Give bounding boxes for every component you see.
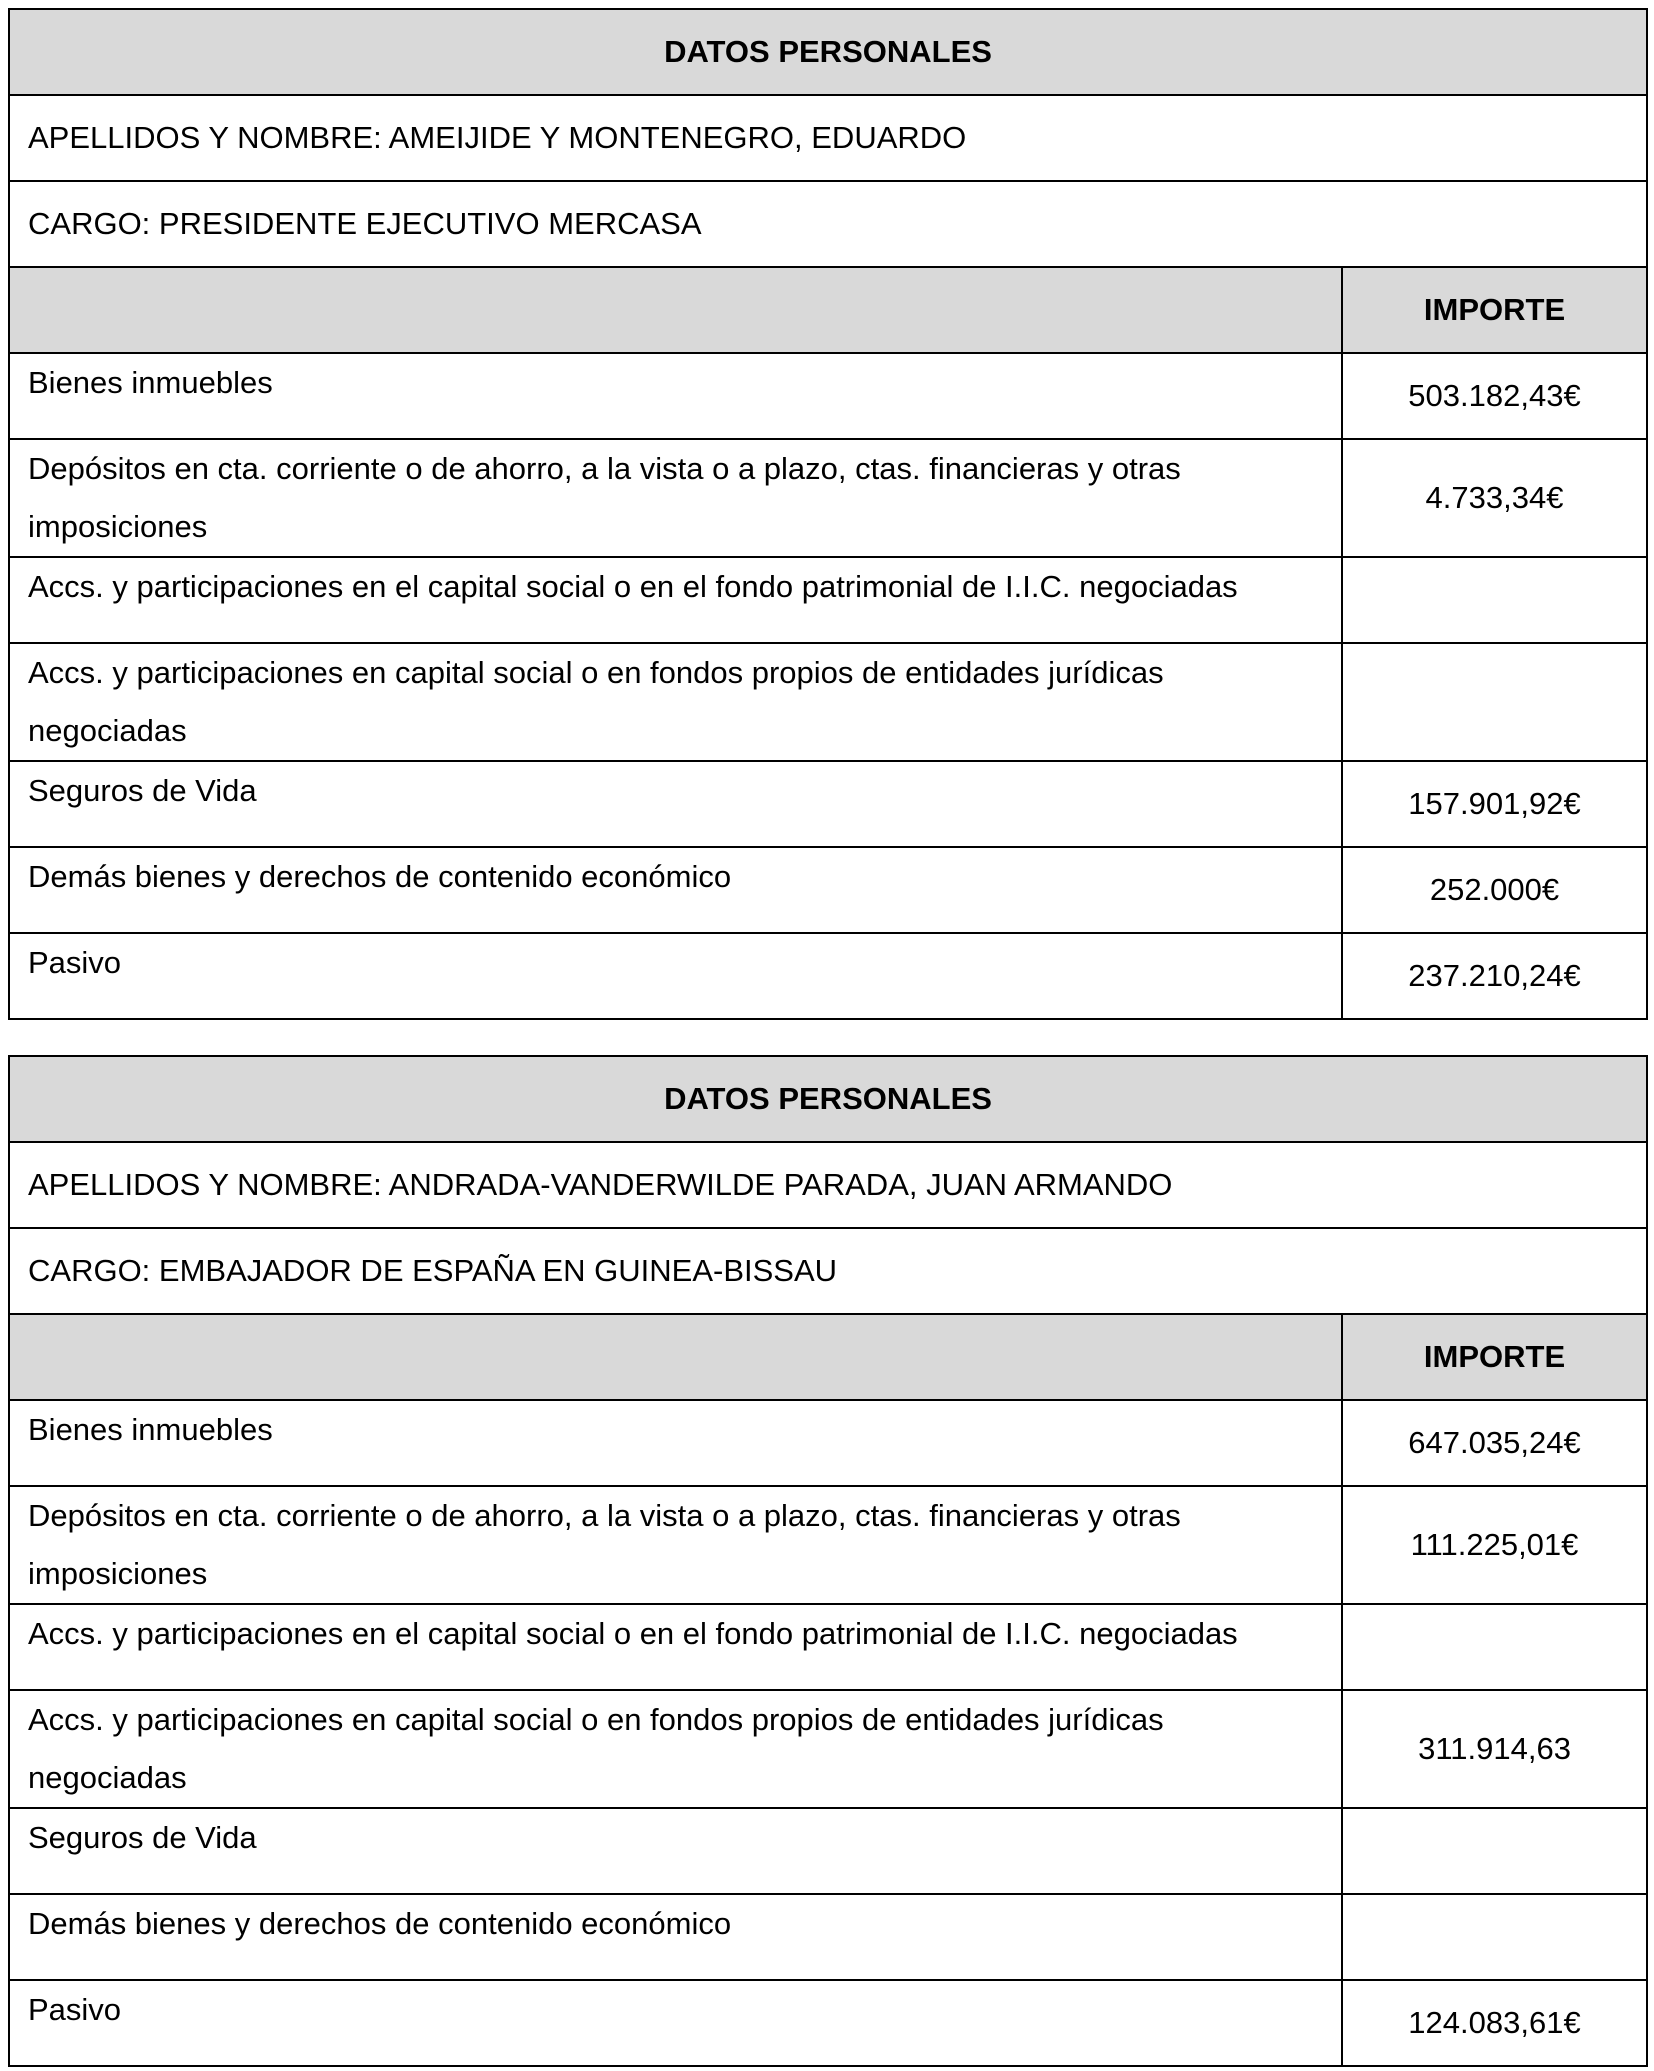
amount-column-header: IMPORTE bbox=[1342, 267, 1647, 353]
asset-amount: 237.210,24€ bbox=[1342, 933, 1647, 1019]
asset-amount: 503.182,43€ bbox=[1342, 353, 1647, 439]
asset-amount: 124.083,61€ bbox=[1342, 1980, 1647, 2066]
cargo-line: CARGO: EMBAJADOR DE ESPAÑA EN GUINEA-BISSAU bbox=[9, 1228, 1647, 1314]
asset-label: Seguros de Vida bbox=[9, 761, 1342, 847]
blank-header-cell bbox=[9, 267, 1342, 353]
table-row bbox=[9, 353, 1647, 439]
asset-amount: 4.733,34€ bbox=[1342, 439, 1647, 557]
name-line: APELLIDOS Y NOMBRE: ANDRADA-VANDERWILDE PARADA, JUAN ARMANDO bbox=[9, 1142, 1647, 1228]
asset-amount: 252.000€ bbox=[1342, 847, 1647, 933]
amount-header-row bbox=[9, 267, 1647, 353]
asset-amount bbox=[1342, 643, 1647, 761]
table-row bbox=[9, 761, 1647, 847]
table-row bbox=[9, 1808, 1647, 1894]
asset-label: Pasivo bbox=[9, 933, 1342, 1019]
asset-amount bbox=[1342, 1808, 1647, 1894]
declaration-table-1 bbox=[8, 8, 1648, 1020]
section-header: DATOS PERSONALES bbox=[9, 1056, 1647, 1142]
asset-amount bbox=[1342, 1894, 1647, 1980]
table-row bbox=[9, 1604, 1647, 1690]
table-row bbox=[9, 557, 1647, 643]
cargo-line: CARGO: PRESIDENTE EJECUTIVO MERCASA bbox=[9, 181, 1647, 267]
table-row bbox=[9, 1690, 1647, 1808]
table-row bbox=[9, 933, 1647, 1019]
asset-label: Depósitos en cta. corriente o de ahorro, a la vista o a plazo, ctas. financieras y otras imposiciones bbox=[9, 439, 1342, 557]
asset-amount: 111.225,01€ bbox=[1342, 1486, 1647, 1604]
name-line: APELLIDOS Y NOMBRE: AMEIJIDE Y MONTENEGRO, EDUARDO bbox=[9, 95, 1647, 181]
section-header: DATOS PERSONALES bbox=[9, 9, 1647, 95]
table-row bbox=[9, 1894, 1647, 1980]
table-row bbox=[9, 847, 1647, 933]
asset-amount: 157.901,92€ bbox=[1342, 761, 1647, 847]
asset-label: Demás bienes y derechos de contenido económico bbox=[9, 1894, 1342, 1980]
asset-amount: 647.035,24€ bbox=[1342, 1400, 1647, 1486]
section-header-row bbox=[9, 1056, 1647, 1142]
name-row bbox=[9, 95, 1647, 181]
asset-label: Pasivo bbox=[9, 1980, 1342, 2066]
section-header-row bbox=[9, 9, 1647, 95]
asset-label: Seguros de Vida bbox=[9, 1808, 1342, 1894]
asset-label: Bienes inmuebles bbox=[9, 1400, 1342, 1486]
asset-label: Accs. y participaciones en el capital social o en el fondo patrimonial de I.I.C. negociadas bbox=[9, 557, 1342, 643]
asset-amount bbox=[1342, 557, 1647, 643]
asset-amount bbox=[1342, 1604, 1647, 1690]
asset-label: Accs. y participaciones en capital social o en fondos propios de entidades jurídicas negociadas bbox=[9, 1690, 1342, 1808]
cargo-row bbox=[9, 181, 1647, 267]
amount-header-row bbox=[9, 1314, 1647, 1400]
asset-label: Bienes inmuebles bbox=[9, 353, 1342, 439]
declaration-table-2 bbox=[8, 1055, 1648, 2067]
blank-header-cell bbox=[9, 1314, 1342, 1400]
table-row bbox=[9, 1980, 1647, 2066]
name-row bbox=[9, 1142, 1647, 1228]
table-row bbox=[9, 1486, 1647, 1604]
amount-column-header: IMPORTE bbox=[1342, 1314, 1647, 1400]
cargo-row bbox=[9, 1228, 1647, 1314]
asset-label: Demás bienes y derechos de contenido económico bbox=[9, 847, 1342, 933]
table-row bbox=[9, 439, 1647, 557]
asset-label: Accs. y participaciones en el capital social o en el fondo patrimonial de I.I.C. negociadas bbox=[9, 1604, 1342, 1690]
table-row bbox=[9, 1400, 1647, 1486]
asset-label: Accs. y participaciones en capital social o en fondos propios de entidades jurídicas negociadas bbox=[9, 643, 1342, 761]
asset-amount: 311.914,63 bbox=[1342, 1690, 1647, 1808]
table-row bbox=[9, 643, 1647, 761]
asset-label: Depósitos en cta. corriente o de ahorro, a la vista o a plazo, ctas. financieras y otras imposiciones bbox=[9, 1486, 1342, 1604]
